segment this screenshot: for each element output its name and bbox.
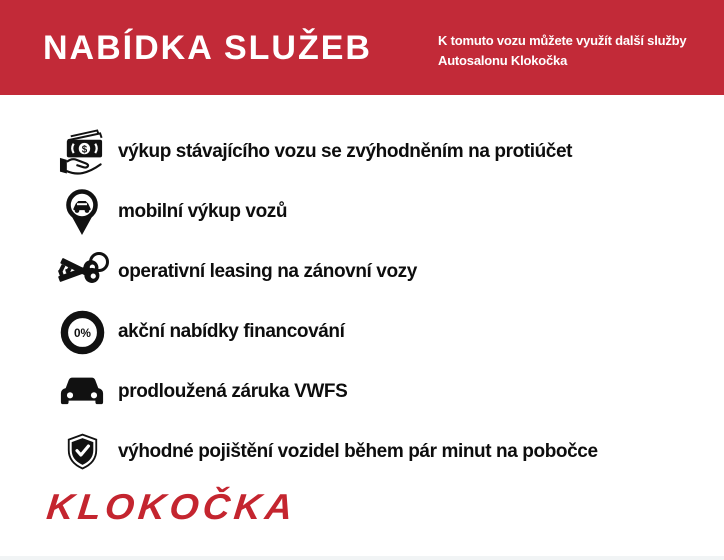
- header-banner: [0, 0, 724, 95]
- service-label: mobilní výkup vozů: [118, 201, 288, 222]
- header-note-line1: K tomuto vozu můžete využít další služby: [438, 33, 687, 48]
- service-item-trade-in: [53, 122, 693, 182]
- header-note-line2: Autosalonu Klokočka: [438, 53, 568, 68]
- service-item-financing: [53, 302, 693, 362]
- service-label: operativní leasing na zánovní vozy: [118, 261, 417, 282]
- service-label: výhodné pojištění vozidel během pár minut na pobočce: [118, 441, 598, 462]
- location-pin-car-icon: [53, 182, 111, 242]
- klokocka-logo: KLOKOČKA: [44, 486, 299, 527]
- page-title: NABÍDKA SLUŽEB: [43, 29, 372, 67]
- service-label: akční nabídky financování: [118, 321, 345, 342]
- cash-in-hand-icon: [53, 122, 111, 182]
- zero-percent-icon: [53, 302, 111, 362]
- bottom-edge-strip: [0, 556, 724, 560]
- service-item-insurance: [53, 422, 693, 482]
- shield-check-icon: [53, 422, 111, 482]
- header-note: [438, 31, 703, 71]
- zero-percent-text: 0%: [73, 326, 91, 340]
- car-keys-icon: [53, 242, 111, 302]
- svg-text:$: $: [81, 144, 87, 156]
- service-item-warranty: [53, 362, 693, 422]
- services-list: [53, 122, 693, 482]
- service-item-leasing: [53, 242, 693, 302]
- service-item-mobile-buyout: [53, 182, 693, 242]
- service-label: prodloužená záruka VWFS: [118, 381, 348, 402]
- car-icon: [53, 362, 111, 422]
- service-label: výkup stávajícího vozu se zvýhodněním na protiúčet: [118, 141, 573, 162]
